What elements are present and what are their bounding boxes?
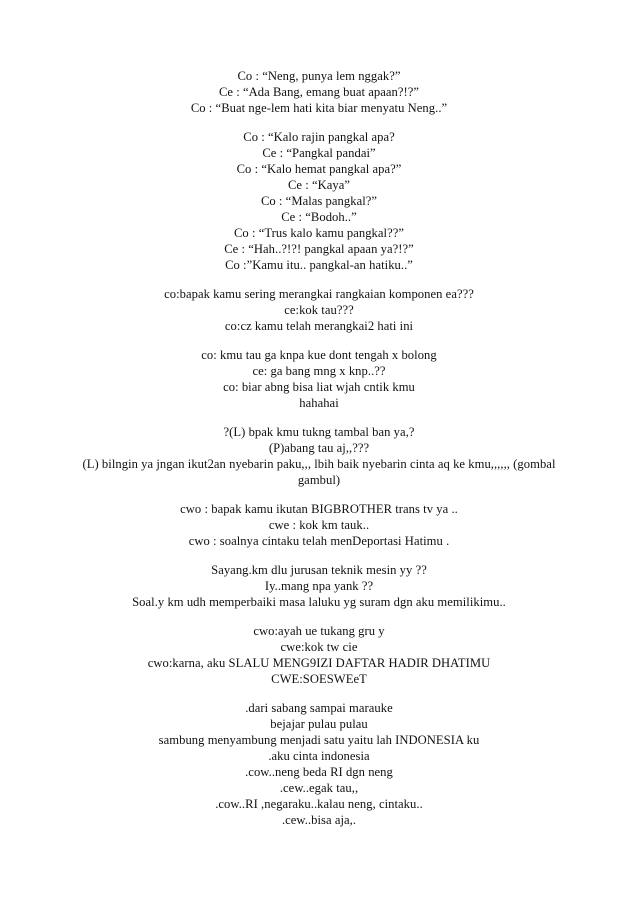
text-line: cwe : kok km tauk.. <box>268 518 370 532</box>
text-line: co: kmu tau ga knpa kue dont tengah x bolong <box>201 348 437 362</box>
text-line: Soal.y km udh memperbaiki masa laluku yg suram dgn aku memilikimu.. <box>132 595 506 609</box>
verse-block-donat <box>0 347 638 411</box>
text-line: Ce : “Bodoh..” <box>281 210 357 224</box>
text-line: (P)abang tau aj,,??? <box>268 441 370 455</box>
text-line: cwo:ayah ue tukang gru y <box>253 624 385 638</box>
verse-block-lem <box>0 68 638 116</box>
text-line: ce: ga bang mng x knp..?? <box>252 364 386 378</box>
document-page <box>0 68 638 841</box>
text-line: .cow..neng beda RI dgn neng <box>245 765 393 779</box>
text-line: ce:kok tau??? <box>284 303 354 317</box>
text-line: Co : “Malas pangkal?” <box>260 194 378 208</box>
verse-block-rangkaian <box>0 286 638 334</box>
text-line: Sayang.km dlu jurusan teknik mesin yy ?? <box>211 563 427 577</box>
text-line: hahahai <box>299 396 339 410</box>
text-line: (L) bilngin ya jngan ikut2an nyebarin paku,,, lbih baik nyebarin cinta aq ke kmu,,,,,, (gombal <box>82 457 556 471</box>
text-line: co:cz kamu telah merangkai2 hati ini <box>224 319 414 333</box>
verse-block-bigbrother <box>0 501 638 549</box>
text-line: Ce : “Ada Bang, emang buat apaan?!?” <box>218 85 420 99</box>
text-line: Co :”Kamu itu.. pangkal-an hatiku..” <box>225 258 413 272</box>
verse-block-teknik-mesin <box>0 562 638 610</box>
text-line: cwo : soalnya cintaku telah menDeportasi Hatimu . <box>188 534 450 548</box>
verse-block-tambal-ban <box>0 424 638 488</box>
text-line: Iy..mang npa yank ?? <box>264 579 374 593</box>
text-line: Ce : “Kaya” <box>287 178 351 192</box>
text-line: cwo : bapak kamu ikutan BIGBROTHER trans tv ya .. <box>180 502 458 516</box>
text-line: CWE:SOESWEeT <box>271 672 367 686</box>
verse-block-guru <box>0 623 638 687</box>
text-line: gambul) <box>297 473 341 487</box>
text-line: bejajar pulau pulau <box>270 717 368 731</box>
text-line: .cew..bisa aja,. <box>281 813 357 827</box>
text-line: Co : “Neng, punya lem nggak?” <box>237 69 401 83</box>
text-line: Co : “Kalo hemat pangkal apa?” <box>236 162 402 176</box>
text-line: cwe:kok tw cie <box>280 640 358 654</box>
text-line: Ce : “Hah..?!?! pangkal apaan ya?!?” <box>224 242 414 256</box>
text-line: .cew..egak tau,, <box>279 781 359 795</box>
text-line: co: biar abng bisa liat wjah cntik kmu <box>223 380 415 394</box>
text-line: Ce : “Pangkal pandai” <box>262 146 376 160</box>
text-line: cwo:karna, aku SLALU MENG9IZI DAFTAR HADIR DHATIMU <box>147 656 491 670</box>
text-line: Co : “Trus kalo kamu pangkal??” <box>233 226 404 240</box>
text-line: co:bapak kamu sering merangkai rangkaian komponen ea??? <box>164 287 474 301</box>
text-line: Co : “Kalo rajin pangkal apa? <box>243 130 395 144</box>
verse-block-indonesia <box>0 700 638 828</box>
text-line: .aku cinta indonesia <box>268 749 370 763</box>
text-line: .cow..RI ,negaraku..kalau neng, cintaku.. <box>215 797 423 811</box>
text-line: Co : “Buat nge-lem hati kita biar menyatu Neng..” <box>190 101 448 115</box>
text-line: sambung menyambung menjadi satu yaitu lah INDONESIA ku <box>158 733 480 747</box>
text-line: .dari sabang sampai marauke <box>245 701 393 715</box>
text-line: ?(L) bpak kmu tukng tambal ban ya,? <box>223 425 415 439</box>
verse-block-pangkal <box>0 129 638 273</box>
